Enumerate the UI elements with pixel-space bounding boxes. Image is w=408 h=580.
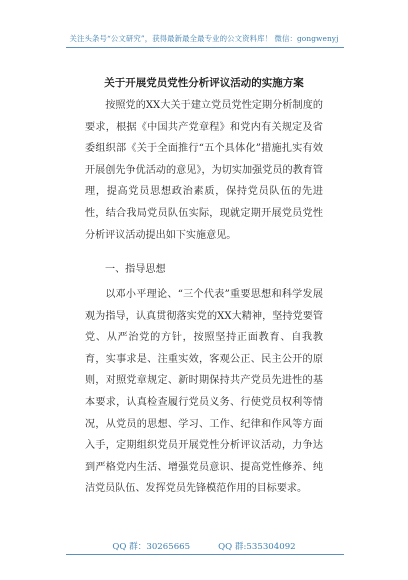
document-title: 关于开展党员党性分析评议活动的实施方案 — [104, 77, 304, 89]
guiding-thought-paragraph: 以邓小平理论、“三个代表”重要思想和科学发展观为指导，认真贯彻落实党的XX大精神，坚持党要管党、从严治党的方针，按照坚持正面教育、自我教育，实事求是、注重实效，客观公正、民主公开的原则，对照党章规定、新时期保持共产党员先进性的基本要求，认真检查履行党员义务、行使党员权利等情况，从党员的思想、学习、工作、纪律和作风等方面入手，定期组织党员开展党性分析评议活动，力争达到严格党内生活、增强党员意识、提高党性修养、纯洁党员队伍、发挥党员先锋模范作用的目标要求。 — [85, 289, 323, 495]
footer-contacts — [0, 540, 408, 552]
header-banner: 关注头条号“公文研究”，获得最新最全最专业的公文资料库！ 微信：gongwenyj — [69, 34, 339, 43]
footer-qq-group-1: QQ 群：30265665 — [112, 542, 191, 552]
footer-qq-group-2: QQ 群:535304092 — [218, 542, 296, 552]
header-divider — [66, 47, 344, 48]
section-heading-guiding-thought: 一、指导思想 — [105, 264, 166, 275]
intro-paragraph: 按照党的XX大关于建立党员党性定期分析制度的要求，根据《中国共产党章程》和党内有关规定及省委组织部《关于全面推行“五个具体化”措施扎实有效开展创先争优活动的意见》，为切实加强党员的教育管理，提高党员思想政治素质，保持党员队伍的先进性，结合我局党员队伍实际，现就定期开展党员党性分析评议活动提出如下实施意见。 — [85, 100, 323, 241]
footer-divider — [66, 554, 344, 555]
